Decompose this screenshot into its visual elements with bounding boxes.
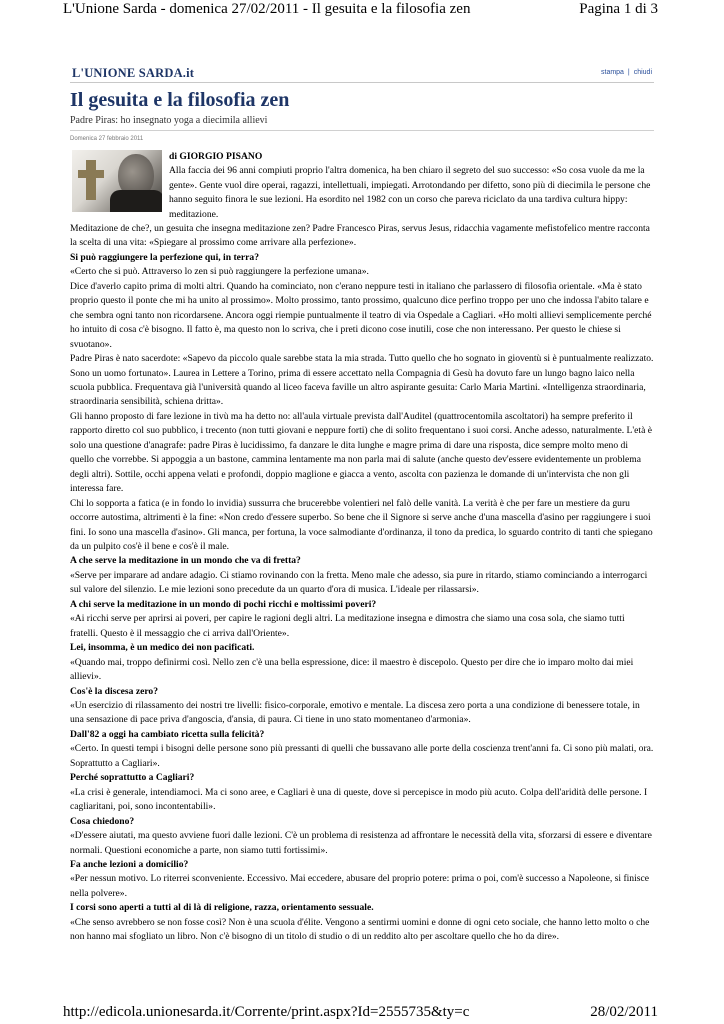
interview-question: Cos'è la discesa zero? xyxy=(70,685,159,697)
article-container xyxy=(70,64,654,945)
link-separator: | xyxy=(627,69,630,76)
article-paragraph: «Un esercizio di rilassamento dei nostri tre livelli: fisico-corporale, emotivo e mentale. La discesa zero porta a una condizione di benessere totale, in una sensazione di pace priva d'angoscia, d'ansia, di paura. Ci tiene in uno stato momentaneo d'armonia». xyxy=(70,699,640,726)
page-footer-url: http://edicola.unionesarda.it/Corrente/print.aspx?Id=2555735&ty=c xyxy=(63,1004,470,1020)
article-paragraph: «Per nessun motivo. Lo riterrei sconveniente. Eccessivo. Mai eccedere, abusare del proprio potere: prima o poi, com'è successo a Napoleone, si finisce nella polvere». xyxy=(70,873,650,899)
article-paragraph: Meditazione de che?, un gesuita che insegna meditazione zen? Padre Francesco Piras, servus Jesus, ridacchia vagamente mefistofelico mentre racconta la scelta di una vita: «Spiegare al prossimo come arrivare alla perfezione». xyxy=(70,223,650,249)
article-body xyxy=(70,222,654,945)
site-topbar xyxy=(70,64,654,83)
topbar-links xyxy=(601,69,652,76)
page-header xyxy=(0,0,724,26)
article-lead xyxy=(70,150,654,222)
site-logo: L'UNIONE SARDA.it xyxy=(72,66,195,80)
article-paragraph: «Certo. In questi tempi i bisogni delle persone sono più pressanti di quelli che bussavano alle porte della coscienza trent'anni fa. Ci sono più malati, ora. Soprattutto a Cagliari». xyxy=(70,743,654,769)
close-link[interactable]: chiudi xyxy=(633,69,652,76)
article-paragraph: Gli hanno proposto di fare lezione in tivù ma ha detto no: all'aula virtuale prevista dall'Auditel (quattrocentomila ascoltatori) ha sempre preferito il rapporto diretto col suo pubblico, i trecento (non tutti giovani e neppure forti) che di solito frequentano i suoi corsi. Anche adesso, naturalmente. L'età è solo una questione d'anagrafe: padre Piras è lucidissimo, fa danzare le dita lunghe e magre prima di dare una risposta, dice sempre molto meno di quello che vorrebbe. Si appoggia a un bastone, cammina lentamente ma non parla mai di salute (anche questo dev'essere evidentemente un problema degli altri). Sottile, occhi appena velati e profondi, doppio maglione e giacca a vento, ascolta con pazienza le domande di un'intervista che non gli interessa fare. xyxy=(70,410,652,495)
interview-question: Lei, insomma, è un medico dei non pacificati. xyxy=(70,642,255,654)
article-date: Domenica 27 febbraio 2011 xyxy=(70,136,144,142)
crucifix-bar-shape xyxy=(78,170,104,178)
article-paragraph: «Certo che si può. Attraverso lo zen si può raggiungere la perfezione umana». xyxy=(70,266,369,278)
article-paragraph: «Che senso avrebbero se non fosse così? Non è una scuola d'élite. Vengono a sentirmi uomini e donne di ogni ceto sociale, che hanno letto molto o che non hanno mai sfogliato un libro. Non c'è bisogno di un titolo di studio o di un reddito alto per ascoltare quello che ho da dire». xyxy=(70,916,650,943)
interview-question: Cosa chiedono? xyxy=(70,815,135,827)
lead-text xyxy=(169,150,654,222)
article-paragraph: Padre Piras è nato sacerdote: «Sapevo da piccolo quale sarebbe stata la mia strada. Tutto quello che ho sognato in gioventù si è puntualmente realizzato. Sono un uomo fortunato». Laurea in Lettere a Torino, prima di essere accettato nella Compagnia di Gesù ha dovuto fare un lungo bagno laico nella scuola pubblica. Frequentava già l'università quando al liceo faceva faville un altro aspirante gesuita: Carlo Maria Martini. «Intelligenza straordinaria, straordinaria sensibilità, schiena dritta». xyxy=(70,353,654,408)
portrait-body-shape xyxy=(110,190,162,212)
article-paragraph: «Ai ricchi serve per aprirsi ai poveri, per capire le ragioni degli altri. La meditazione insegna e dimostra che siamo una cosa sola, che siamo tutti fratelli. Questo è il messaggio che ci arriva dall'Oriente». xyxy=(70,613,625,639)
article-paragraph: «La crisi è generale, intendiamoci. Ma ci sono aree, e Cagliari è una di queste, dove si percepisce in modo più acuto. Colpa dell'aridità delle persone. I cagliaritani, poi, sono incontentabili». xyxy=(70,786,648,813)
print-link[interactable]: stampa xyxy=(601,69,624,76)
article-title: Il gesuita e la filosofia zen xyxy=(70,89,290,111)
article-paragraph: Dice d'averlo capito prima di molti altri. Quando ha cominciato, non c'erano neppure testi in italiano che parlassero di filosofia orientale. «Ma è stato proprio questo il ponte che mi ha unito al prossimo». Molto prossimo, tanto prossimo, qualcuno dice perfino troppo per uno che indossa l'abito talare e che sembra ogni tanto non ricordarsene. Ancora oggi riempie puntualmente il teatro di via Ospedale a Cagliari. «Ho molti allievi semplicemente perché ho intuito di cosa c'è bisogno. Il fatto è, ma questo non lo scriva, che i preti dicono cose inutili, cose che non interessano. Per questo le chiese si svuotano». xyxy=(70,280,652,350)
article-paragraph: «Quando mai, troppo definirmi così. Nello zen c'è una bella espressione, dice: il maestro è discepolo. Questo per dire che io imparo molto dai miei allievi». xyxy=(70,656,634,683)
crucifix-shape xyxy=(86,160,96,200)
article-paragraph: «Serve per imparare ad andare adagio. Ci stiamo rovinando con la fretta. Meno male che adesso, sia pure in ritardo, stiamo cominciando a interrogarci sul valore del silenzio. Le mie lezioni sono precedute da un quarto d'ora di musica. L'ideale per rilassarsi». xyxy=(70,569,648,596)
article-subtitle: Padre Piras: ho insegnato yoga a diecimila allievi xyxy=(70,115,654,131)
article-paragraph: «D'essere aiutati, ma questo avviene fuori dalle lezioni. C'è un problema di resistenza ad affrontare le necessità della vita, sforzarsi di essere e diventare normali. Questioni economiche a parte, non siamo tutti fortissimi». xyxy=(70,830,652,856)
interview-question: Si può raggiungere la perfezione qui, in terra? xyxy=(70,251,260,263)
interview-question: Fa anche lezioni a domicilio? xyxy=(70,858,189,870)
interview-question: Dall'82 a oggi ha cambiato ricetta sulla felicità? xyxy=(70,728,265,740)
article-photo xyxy=(72,150,162,212)
lead-paragraph: Alla faccia dei 96 anni compiuti proprio l'altra domenica, ha ben chiaro il segreto del suo successo: «So cosa vuole da me la gente». Gente vuol dire operai, ragazzi, intellettuali, impiegati. Arrotondando per difetto, sono più di diecimila le persone che hanno seguito finora le sue lezioni. Ha esordito nel 1982 con un corso che pareva riciclato da una tardiva cultura hippy: meditazione. xyxy=(169,165,651,220)
interview-question: A che serve la meditazione in un mondo che va di fretta? xyxy=(70,555,301,567)
article-paragraph: Chi lo sopporta a fatica (e in fondo lo invidia) sussurra che brucerebbe volentieri nel falò delle vanità. La verità è che per fare un mestiere da guru occorre autostima, altrimenti è la fine: «Non credo d'essere superbo. So bene che il Signore si serve anche d'una mascella d'asino per raggiungere i suoi fini. Io sono una mascella d'asino». Gli manca, per fortuna, la voce salmodiante d'ordinanza, il tono da predica, lo sguardo contrito di tanti che spiegano da un pulpito cos'è il bene e cos'è il male. xyxy=(70,497,653,552)
byline: di GIORGIO PISANO xyxy=(169,151,263,162)
page-footer-date: 28/02/2011 xyxy=(590,1004,658,1020)
page-header-title: L'Unione Sarda - domenica 27/02/2011 - Il gesuita e la filosofia zen xyxy=(63,1,471,17)
page-number: Pagina 1 di 3 xyxy=(579,1,658,17)
interview-question: A chi serve la meditazione in un mondo di pochi ricchi e moltissimi poveri? xyxy=(70,598,377,610)
interview-question: I corsi sono aperti a tutti al di là di religione, razza, orientamento sessuale. xyxy=(70,902,374,914)
interview-question: Perché soprattutto a Cagliari? xyxy=(70,772,195,784)
